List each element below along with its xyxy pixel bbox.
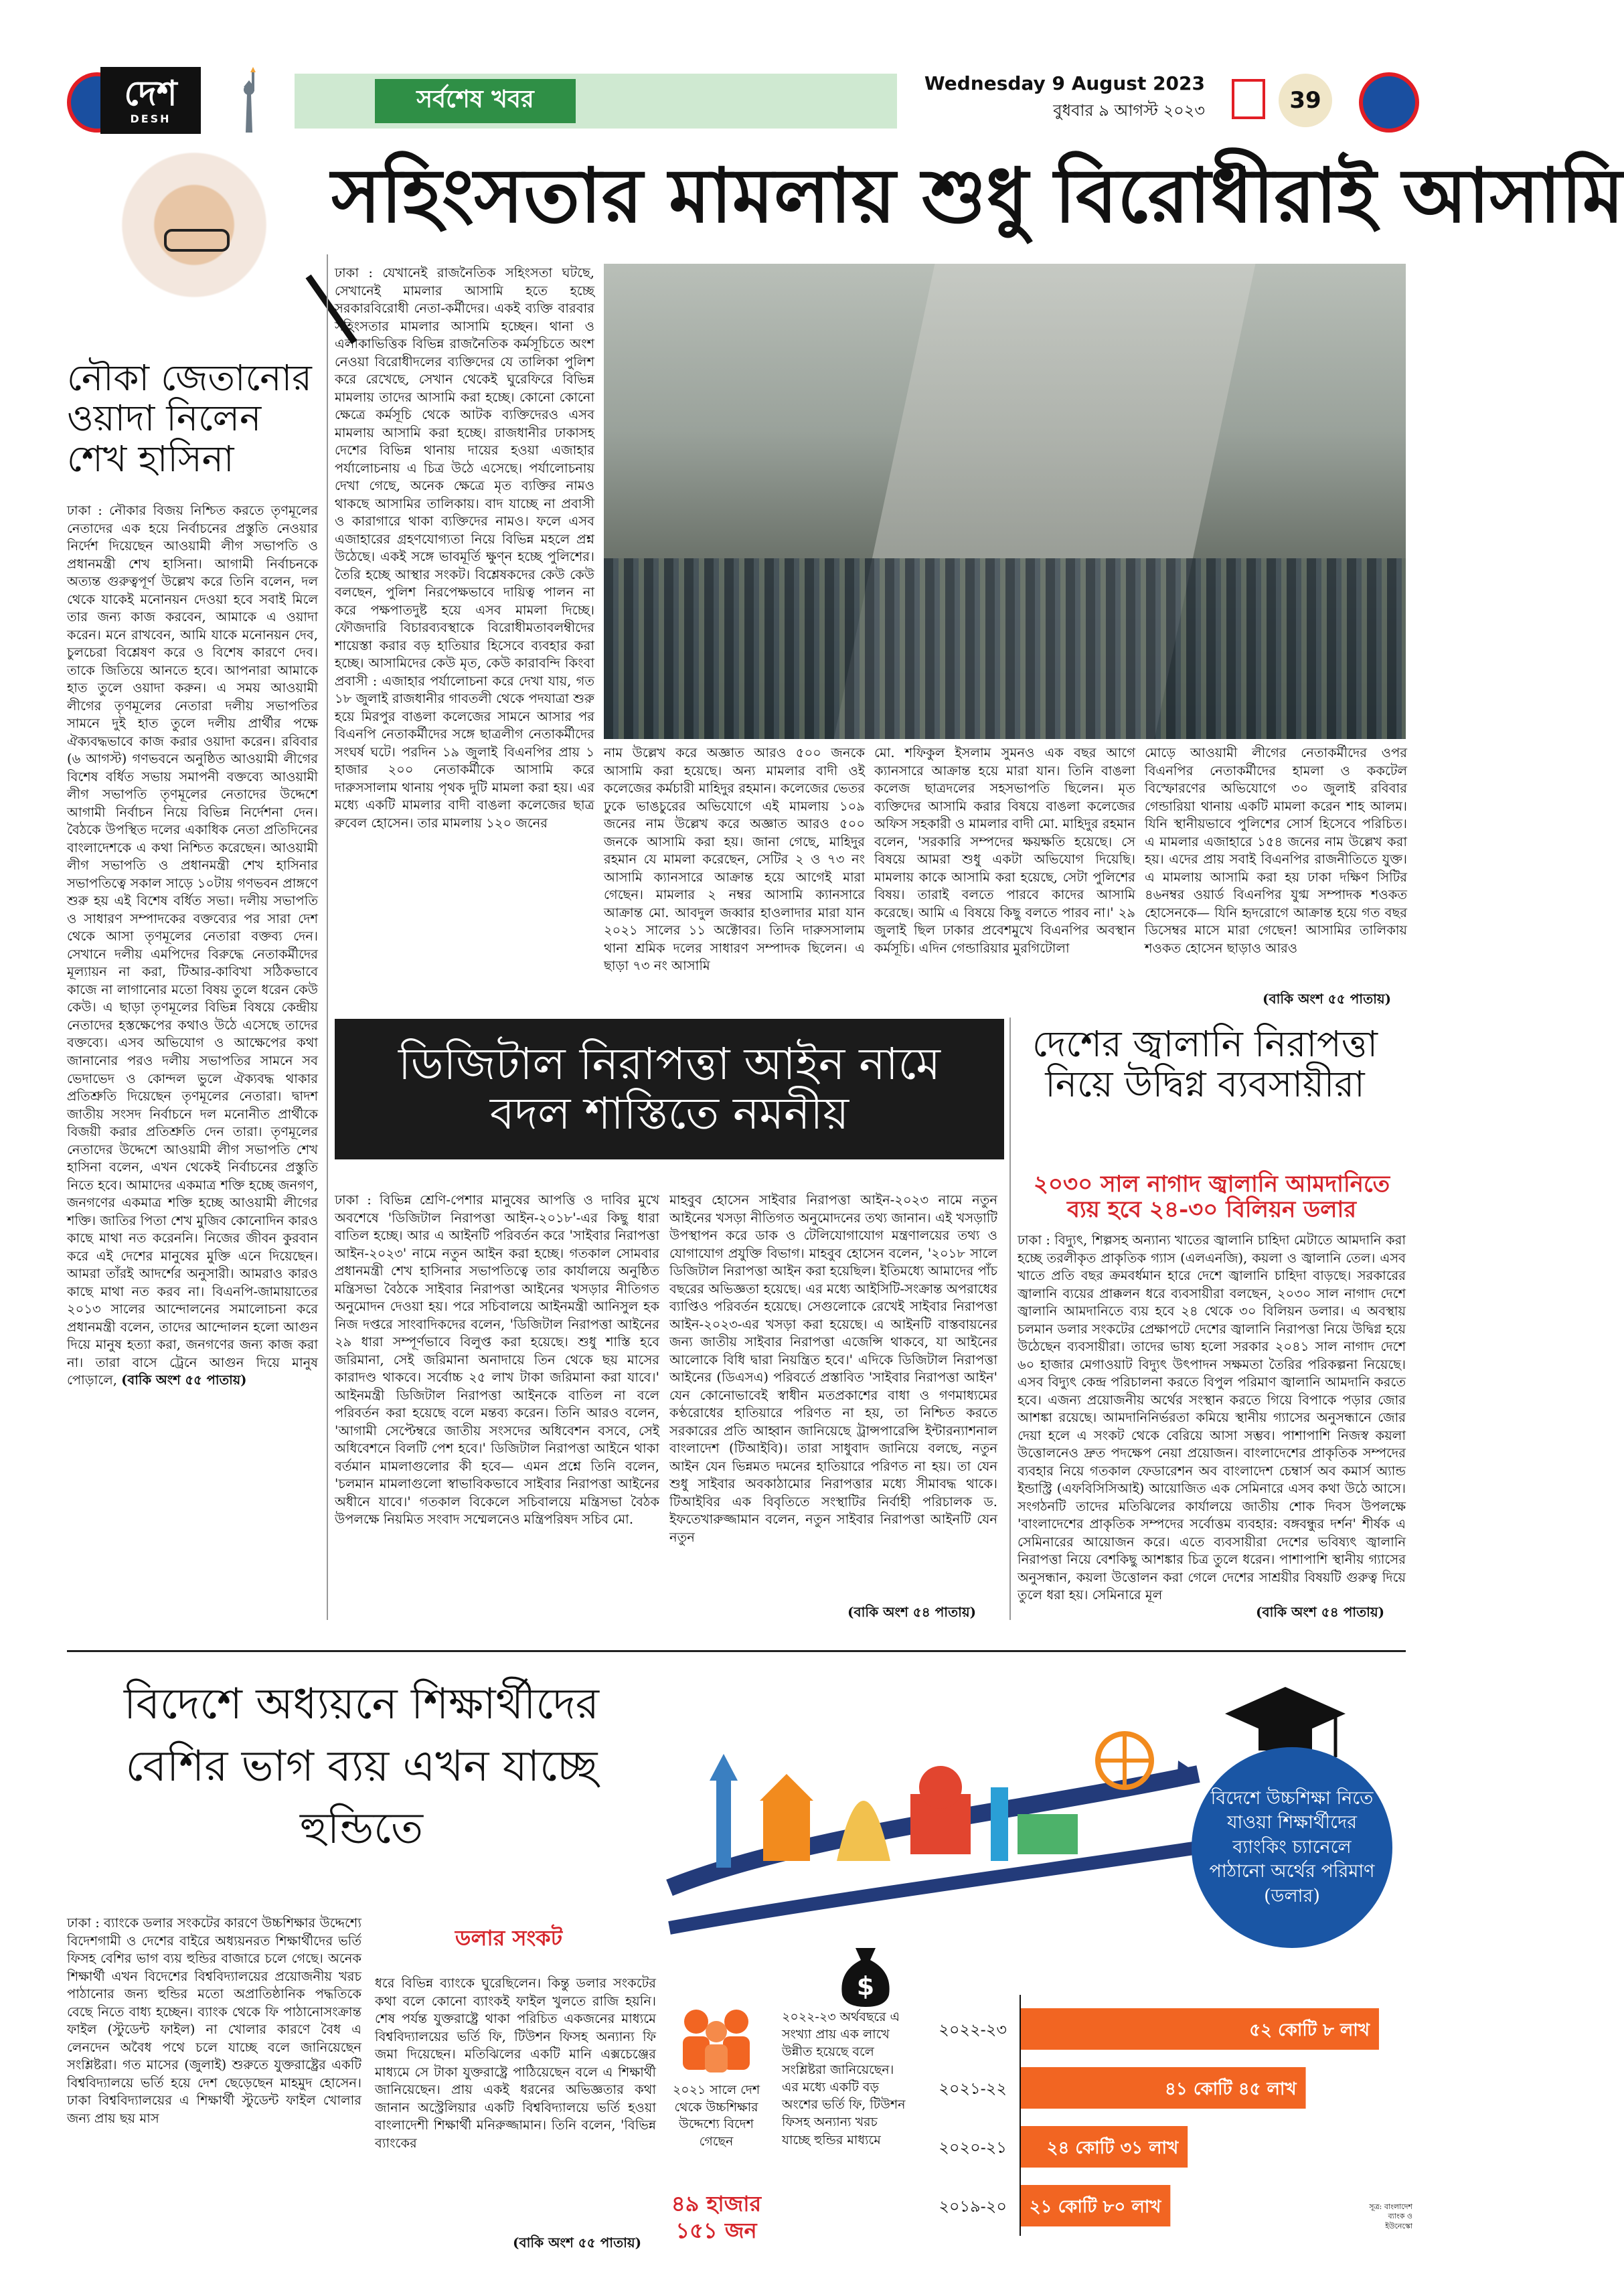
study-col1	[67, 1915, 361, 2249]
main-headline: সহিংসতার মামলায় শুধু বিরোধীরাই আসামি	[331, 152, 1624, 240]
infographic-source: সূত্র: বাংলাদেশ ব্যাংক ও ইউনেস্কো	[1369, 2202, 1412, 2230]
bar-value-label: ২৪ কোটি ৩১ লাখ	[1046, 2138, 1179, 2158]
energy-body	[1018, 1232, 1406, 1620]
dsa-continued[interactable]: (বাকি অংশ ৫৪ পাতায়)	[843, 1603, 976, 1625]
study-continued[interactable]: (বাকি অংশ ৫৫ পাতায়)	[509, 2233, 641, 2255]
dsa-headline-box	[335, 1019, 1004, 1159]
clash-photo	[604, 264, 1406, 739]
students-icon	[673, 2002, 760, 2075]
study-col2	[375, 1975, 656, 2249]
bar-year-label: ২০২১-২২	[939, 2079, 1007, 2098]
main-col1-text: ঢাকা : যেখানেই রাজনৈতিক সহিংসতা ঘটছে, সেখানেই মামলার আসামি হতে হচ্ছে সরকারবিরোধী নেতা-কর্মীদের। একই ব্যক্তি বারবার সহিংসতার মামলার আসামি হচ্ছেন। থানা ও এলাকাভিত্তিক বিভিন্ন রাজনৈতিক কর্মসূচিতে অংশ নেওয়া বিরোধীদলের ব্যক্তিদের যে তালিকা পুলিশ করে রেখেছে, সেখান থেকেই ঘুরেফিরে বিভিন্ন মামলায় তাদের আসামি করা হচ্ছে। কোনো কোনো ক্ষেত্রে কর্মসূচি থেকে আটক ব্যক্তিদেরও এসব মামলায় আসামি করা হচ্ছে। রাজধানীর ঢাকাসহ দেশের বিভিন্ন থানায় দায়ের হওয়া এজাহার পর্যালোচনায় এ চিত্র উঠে এসেছে। পর্যালোচনায় দেখা গেছে, অনেক ক্ষেত্রে মৃত ব্যক্তির নামও থাকছে আসামির তালিকায়। বাদ যাচ্ছে না প্রবাসী ও কারাগারে থাকা ব্যক্তিদের নামও। ফলে এসব এজাহারের গ্রহণযোগ্যতা নিয়ে বিভিন্ন মহলে প্রশ্ন উঠেছে। একই সঙ্গে ভাবমূর্তি ক্ষুণ্ন হচ্ছে পুলিশের। তৈরি হচ্ছে আস্থার সংকট। বিশ্লেষকদের কেউ কেউ বলছেন, পুলিশ নিরপেক্ষভাবে দায়িত্ব পালন না করে পক্ষপাতদুষ্ট হয়ে এসব মামলা দিচ্ছে। ফৌজদারি বিচারব্যবস্থাকে বিরোধীমতাবলম্বীদের শায়েস্তা করার বড় হাতিয়ার হিসেবে ব্যবহার করা হচ্ছে। আসামিদের কেউ মৃত, কেউ কারাবন্দি কিংবা প্রবাসী : এজাহার পর্যালোচনা করে দেখা যায়, গত ১৮ জুলাই রাজধানীর গাবতলী থেকে পদযাত্রা শুরু হয়ে মিরপুর বাঙলা কলেজের সামনে আসার পর বিএনপি নেতাকর্মীদের সঙ্গে ছাত্রলীগ নেতাকর্মীদের সংঘর্ষ ঘটে। পরদিন ১৯ জুলাই বিএনপির প্রায় ১ হাজার ২০০ নেতাকর্মীকে আসামি করে দারুসসালাম থানায় পৃথক দুটি মামলা করা হয়। এর মধ্যে একটি মামলার বাদী বাঙলা কলেজের ছাত্র রুবেল হোসেন। তার মামলায় ১২০ জনের	[335, 265, 594, 831]
study-headline: বিদেশে অধ্যয়নে শিক্ষার্থীদের বেশির ভাগ ব্যয় এখন যাচ্ছে হুন্ডিতে	[124, 1680, 599, 1854]
page-number: 39	[1279, 74, 1332, 127]
bar-year-label: ২০২০-২১	[939, 2138, 1007, 2157]
dsa-col2-text: মাহবুব হোসেন সাইবার নিরাপত্তা আইন-২০২৩ নামে নতুন আইনের খসড়া নীতিগত অনুমোদনের তথ্য জানান। এই খসড়াটি উপস্থাপন করে ডাক ও টেলিযোগাযোগ মন্ত্রণালয়ের তথ্য ও যোগাযোগ প্রযুক্তি বিভাগ। মাহবুব হোসেন বলেন, '২০১৮ সালে ডিজিটাল নিরাপত্তা আইন করা হয়েছিল। ইতিমধ্যে আমাদের পাঁচ বছরের অভিজ্ঞতা হয়েছে। এর মধ্যে আইসিটি-সংক্রান্ত অপরাধের ব্যাপ্তিও পরিবর্তন হয়েছে। সেগুলোকে রেখেই সাইবার নিরাপত্তা আইন-২০২৩-এর খসড়া করা হয়েছে। এ আইনটি বাস্তবায়নের জন্য জাতীয় সাইবার নিরাপত্তা এজেন্সি থাকবে, যা আইনের আলোকে বিধি দ্বারা নিয়ন্ত্রিত হবে।' এদিকে ডিজিটাল নিরাপত্তা আইনের (ডিএসএ) পরিবর্তে প্রস্তাবিত 'সাইবার নিরাপত্তা আইন' যেন কোনোভাবেই স্বাধীন মতপ্রকাশের বাধা ও গণমাধ্যমের কণ্ঠরোধের হাতিয়ারে পরিণত না হয়, তা নিশ্চিত করতে সরকারের প্রতি আহ্বান জানিয়েছে ট্রান্সপারেন্সি ইন্টারন্যাশনাল বাংলাদেশ (টিআইবি)। তারা সাধুবাদ জানিয়ে বলছে, নতুন আইন যেন ভিন্নমত দমনের হাতিয়ারে পরিণত না হয়। তা যেন শুধু সাইবার অবকাঠামোর নিরাপত্তার মধ্যে সীমাবদ্ধ থাকে। টিআইবির এক বিবৃতিতে সংস্থাটির নির্বাহী পরিচালক ড. ইফতেখারুজ্জামান বলেন, নতুন সাইবার নিরাপত্তা আইনটি যেন নতুন	[669, 1192, 997, 1545]
dollar-crisis-label: ডলার সংকট	[455, 1925, 563, 1951]
main-col-b-text: মো. শফিকুল ইসলাম সুমনও এক বছর আগে ক্যানসারে আক্রান্ত হয়ে মারা যান। তিনি বাঙলা কলেজ ছাত্রদলের সহসভাপতি ছিলেন। মৃত ব্যক্তিদের আসামি করার বিষয়ে বাঙলা কলেজের অফিস সহকারী ও মামলার বাদী মো. মাহিদুর রহমান বলেন, 'সরকারি সম্পদের ক্ষয়ক্ষতি হয়েছে। সে বিষয়ে আমরা শুধু একটা অভিযোগ দিয়েছি। মামলায় কাকে আসামি করা হয়েছে, সেটা পুলিশের বিষয়। তারাই বলতে পারবে কাদের আসামি করেছে। আমি এ বিষয়ে কিছু বলতে পারব না।' ২৯ জুলাই ছিল ঢাকার প্রবেশমুখে বিএনপির অবস্থান কর্মসূচি। এদিন গেন্ডারিয়ার মুরগিটোলা	[874, 745, 1135, 956]
bar-year-label: ২০১৯-২০	[939, 2197, 1007, 2216]
logo-subtext: DESH	[130, 112, 171, 125]
energy-headline: দেশের জ্বালানি নিরাপত্তা নিয়ে উদ্বিগ্ন ব্যবসায়ীরা	[1032, 1023, 1378, 1106]
main-story-col-a	[604, 744, 865, 1007]
masthead	[0, 0, 1473, 134]
main-story-col1	[335, 264, 594, 1007]
section-label[interactable]: সর্বশেষ খবর	[375, 79, 576, 123]
sheikh-hasina-photo	[67, 149, 321, 349]
dsa-col1-text: ঢাকা : বিভিন্ন শ্রেণি-পেশার মানুষের আপত্তি ও দাবির মুখে অবশেষে 'ডিজিটাল নিরাপত্তা আইন-২০১৮'-এর কিছু ধারা বাতিল হচ্ছে। আর এ আইনটি পরিবর্তন করে 'সাইবার নিরাপত্তা আইন-২০২৩' নামে নতুন আইন করা হচ্ছে। গতকাল সোমবার প্রধানমন্ত্রী শেখ হাসিনার সভাপতিত্বে তার কার্যালয়ে অনুষ্ঠিত মন্ত্রিসভা বৈঠকে সাইবার নিরাপত্তা আইনের খসড়ার নীতিগত অনুমোদন দেওয়া হয়। পরে সচিবালয়ে আইনমন্ত্রী আনিসুল হক নিজ দপ্তরে সাংবাদিকদের বলেন, 'ডিজিটাল নিরাপত্তা আইনের ২৯ ধারা সম্পূর্ণভাবে বিলুপ্ত করা হয়েছে। শুধু শাস্তি হবে জরিমানা, সেই জরিমানা অনাদায়ে তিন থেকে ছয় মাসের কারাদণ্ড থাকবে। সর্বোচ্চ ২৫ লাখ টাকা জরিমানা করা যাবে।' আইনমন্ত্রী ডিজিটাল নিরাপত্তা আইনকে বাতিল না বলে পরিবর্তন করা হয়েছে বলে মন্তব্য করেন। তিনি আরও বলেন, 'আগামী সেপ্টেম্বরে জাতীয় সংসদের অধিবেশন বসবে, সেই অধিবেশনে বিলটি পেশ হবে।' ডিজিটাল নিরাপত্তা আইনে থাকা বর্তমান মামলাগুলোর কী হবে— এমন প্রশ্নে তিনি বলেন, 'চলমান মামলাগুলো স্বাভাবিকভাবে সাইবার নিরাপত্তা আইনের অধীনে যাবে।' গতকাল বিকেলে সচিবালয়ে মন্ত্রিসভা বৈঠক উপলক্ষে নিয়মিত সংবাদ সম্মেলনেও মন্ত্রিপরিষদ সচিব মো.	[335, 1192, 659, 1528]
section-divider	[67, 1650, 1406, 1652]
bar-value-label: ২১ কোটি ৮০ লাখ	[1029, 2197, 1161, 2217]
stat1-text: ২০২১ সালে দেশ থেকে উচ্চশিক্ষার উদ্দেশ্যে বিদেশ গেছেন	[672, 2083, 760, 2149]
statue-of-liberty-icon	[209, 67, 289, 134]
dsa-headline-line2: বদল শাস্তিতে নমনীয়	[489, 1088, 849, 1139]
energy-continued[interactable]: (বাকি অংশ ৫৪ পাতায়)	[1252, 1603, 1384, 1625]
study-col1-text: ঢাকা : ব্যাংকে ডলার সংকটের কারণে উচ্চশিক্ষার উদ্দেশ্যে বিদেশগামী ও দেশের বাইরে অধ্যয়নরত শিক্ষার্থীদের ভর্তি ফিসহ বেশির ভাগ ব্যয় হুন্ডির বাজারে চলে গেছে। অনেক শিক্ষার্থী এখন বিদেশের বিশ্ববিদ্যালয়ের প্রয়োজনীয় খরচ পাঠানোর জন্য হুন্ডির মতো অপ্রাতিষ্ঠানিক পদ্ধতিকে বেছে নিতে বাধ্য হচ্ছেন। ব্যাংক থেকে ফি পাঠানোসংক্রান্ত ফাইল (স্টুডেন্ট ফাইল) না খোলার কারণে বৈধ এ লেনদেন অবৈধ পথে চলে যাচ্ছে বলে জানিয়েছেন সংশ্লিষ্টরা। গত মাসের (জুলাই) শুরুতে যুক্তরাষ্ট্রের একটি বিশ্ববিদ্যালয়ে ভর্তি হয়ে দেশ ছেড়েছেন মাহমুদ হোসেন। ঢাকা বিশ্ববিদ্যালয়ের এ শিক্ষার্থী স্টুডেন্ট ফাইল খোলার জন্য প্রায় ছয় মাস	[67, 1915, 361, 2126]
bar-value-label: ৪১ কোটি ৪৫ লাখ	[1165, 2079, 1297, 2099]
infographic-title-text: বিদেশে উচ্চশিক্ষা নিতে যাওয়া শিক্ষার্থীদের ব্যাংকিং চ্যানেলে পাঠানো অর্থের পরিমাণ (ডলার)	[1209, 1787, 1375, 1906]
hasina-headline: নৌকা জেতানোর ওয়াদা নিলেন শেখ হাসিনা	[67, 357, 312, 480]
energy-body-text: ঢাকা : বিদ্যুৎ, শিল্পসহ অন্যান্য খাতের জ্বালানি চাহিদা মেটাতে আমদানি করা হচ্ছে তরলীকৃত প্রাকৃতিক গ্যাস (এলএনজি), কয়লা ও জ্বালানি তেল। এসব খাতে প্রতি বছর ক্রমবর্ধমান হারে দেশে জ্বালানি চাহিদা বাড়ছে। সরকারের জ্বালানি ব্যয়ের প্রাক্কলন ধরে ব্যবসায়ীরা বলছেন, ২০৩০ সাল নাগাদ দেশে জ্বালানি আমদানিতে ব্যয় হবে ২৪ থেকে ৩০ বিলিয়ন ডলার। এ অবস্থায় চলমান ডলার সংকটের প্রেক্ষাপটে দেশের জ্বালানি নিরাপত্তা নিয়ে উদ্বিগ্ন হয়ে উঠেছেন ব্যবসায়ীরা। তাদের ভাষ্য হলো সরকার ২০৪১ সাল নাগাদ দেশে ৬০ হাজার মেগাওয়াট বিদ্যুৎ উৎপাদন সক্ষমতা তৈরির পরিকল্পনা নিয়েছে। এসব বিদ্যুৎ কেন্দ্র পরিচালনা করতে বিপুল পরিমাণ জ্বালানি আমদানি করতে হবে। এজন্য প্রয়োজনীয় অর্থের সংস্থান করতে গিয়ে বিপাকে পড়ার জোর আশঙ্কা রয়েছে। আমদানিনির্ভরতা কমিয়ে স্থানীয় গ্যাসের অনুসন্ধানে জোর দেয়া হলে এ সংকট থেকে বেরিয়ে আসা সম্ভব। পাশাপাশি নিজস্ব কয়লা উত্তোলনেও দ্রুত পদক্ষেপ নেয়া প্রয়োজন। বাংলাদেশের প্রাকৃতিক সম্পদের ব্যবহার নিয়ে গতকাল ফেডারেশন অব বাংলাদেশ চেম্বার্স অব কমার্স অ্যান্ড ইন্ডাস্ট্রি (এফবিসিসিআই) আয়োজিত এক সেমিনারে এসব কথা উঠে আসে। সংগঠনটি তাদের মতিঝিলের কার্যালয়ে জাতীয় শোক দিবস উপলক্ষে 'বাংলাদেশের প্রাকৃতিক সম্পদের সর্বোত্তম ব্যবহার: বঙ্গবন্ধুর দর্শন' শীর্ষক এ সেমিনারের আয়োজন করে। এতে ব্যবসায়ীরা দেশের ভবিষ্যৎ জ্বালানি নিরাপত্তা নিয়ে বেশকিছু আশঙ্কার চিত্র তুলে ধরেন। পাশাপাশি স্থানীয় গ্যাসের অনুসন্ধান, কয়লা উত্তোলন করা গেলে দেশের সাশ্রয়ীর বিষয়টি গুরুত্ব দিয়ে তুলে ধরা হয়। সেমিনারে মূল	[1018, 1232, 1406, 1603]
date-english: Wednesday 9 August 2023	[924, 72, 1205, 94]
dsa-col1	[335, 1192, 659, 1620]
brand-disc-right	[1359, 72, 1419, 133]
study-col2-text: ধরে বিভিন্ন ব্যাংকে ঘুরেছিলেন। কিন্তু ডলার সংকটের কথা বলে কোনো ব্যাংকই ফাইল খুলতে রাজি হয়নি। শেষ পর্যন্ত যুক্তরাষ্ট্রে থাকা পরিচিত একজনের মাধ্যমে বিশ্ববিদ্যালয়ের ভর্তি ফি, টিউশন ফিসহ অন্যান্য ফি জমা দিয়েছেন। মতিঝিলের একটি মানি এক্সচেঞ্জের মাধ্যমে সে টাকা যুক্তরাষ্ট্রে পাঠিয়েছেন বলে এ শিক্ষার্থী জানিয়েছেন। প্রায় একই ধরনের অভিজ্ঞতার কথা জানান অস্ট্রেলিয়ার একটি বিশ্ববিদ্যালয়ে ভর্তি হওয়া বাংলাদেশী শিক্ষার্থী মনিরুজ্জামান। তিনি বলেন, 'বিভিন্ন ব্যাংকের	[375, 1975, 656, 2151]
stat1-value: ৪৯ হাজার ১৫১ জন	[671, 2191, 762, 2243]
column-rule	[1009, 1018, 1011, 1620]
stat2-text: ২০২২-২৩ অর্থবছরে এ সংখ্যা প্রায় এক লাখে উন্নীত হয়েছে বলে সংশ্লিষ্টরা জানিয়েছেন। এর মধ্যে একটি বড় অংশের ভর্তি ফি, টিউশন ফিসহ অন্যান্য খরচ যাচ্ছে হুন্ডির মাধ্যমে	[782, 2010, 906, 2147]
photo-police-crowd	[604, 558, 1406, 739]
hasina-continued[interactable]: (বাকি অংশ ৫৫ পাতায়)	[121, 1372, 247, 1388]
date-bangla: বুধবার ৯ আগস্ট ২০২৩	[1053, 101, 1205, 120]
main-continued[interactable]: (বাকি অংশ ৫৫ পাতায়)	[1258, 989, 1391, 1011]
dsa-col2	[669, 1192, 997, 1620]
newspaper-logo[interactable]	[100, 67, 201, 134]
svg-text:$: $	[856, 1971, 875, 2001]
money-bag-icon	[835, 1941, 896, 2008]
page-marker-icon	[1232, 79, 1265, 119]
energy-subhead: ২০৩০ সাল নাগাদ জ্বালানি আমদানিতে ব্যয় হবে ২৪-৩০ বিলিয়ন ডলার	[1033, 1171, 1390, 1224]
dateline	[924, 72, 1205, 125]
main-story-col-c	[1145, 744, 1407, 1007]
bar-year-label: ২০২২-২৩	[939, 2020, 1007, 2039]
dsa-headline-line1: ডিজিটাল নিরাপত্তা আইন নামে	[398, 1038, 941, 1090]
logo-text: দেশ	[124, 74, 177, 114]
main-col-c-text: মোড়ে আওয়ামী লীগের নেতাকর্মীদের ওপর বিএনপির নেতাকর্মীদের হামলা ও ককটেল বিস্ফোরণের অভিযোগে ৩০ জুলাই রবিবার গেন্ডারিয়া থানায় একটি মামলা করেন শাহ আলম। যিনি স্থানীয়ভাবে পুলিশের সোর্স হিসেবে পরিচিত। এ মামলার এজাহারে ১৫৪ জনের নাম উল্লেখ করা হয়। এদের প্রায় সবাই বিএনপির রাজনীতিতে যুক্ত। এ মামলায় আসামি করা হয় ঢাকা দক্ষিণ সিটির ৪৬নম্বর ওয়ার্ড বিএনপির যুগ্ম সম্পাদক শওকত হোসেনকে— যিনি হৃদরোগে আক্রান্ত হয়ে গত বছর ডিসেম্বর মাসে মারা গেছেন! আসামির তালিকায় শওকত হোসেন ছাড়াও আরও	[1145, 745, 1407, 956]
bar-chart	[910, 1995, 1406, 2236]
hasina-body	[67, 502, 318, 1613]
glasses-shape	[164, 229, 230, 252]
main-col-a-text: নাম উল্লেখ করে অজ্ঞাত আরও ৫০০ জনকে আসামি করা হয়েছে। অন্য মামলার বাদী ওই কলেজের কর্মচারী মাহিদুর রহমান। কলেজের ভেতর ঢুকে ভাঙচুরের অভিযোগে এই মামলায় ১০৯ জনের নাম উল্লেখ করে অজ্ঞাত আরও ৫০০ জনকে আসামি করা হয়। জানা গেছে, মাহিদুর রহমান যে মামলা করেছেন, সেটির ২ ও ৭৩ নং আসামি ক্যানসারে আক্রান্ত হয়ে আগেই মারা গেছেন। মামলার ২ নম্বর আসামি ক্যানসারে আক্রান্ত মো. আবদুল জব্বার হাওলাদার মারা যান ২০২১ সালের ১১ অক্টোবর। তিনি দারুসসালাম থানা শ্রমিক দলের সাধারণ সম্পাদক ছিলেন। এ ছাড়া ৭৩ নং আসামি	[604, 745, 865, 974]
hasina-body-text: ঢাকা : নৌকার বিজয় নিশ্চিত করতে তৃণমূলের নেতাদের এক হয়ে নির্বাচনের প্রস্তুতি নেওয়ার নির্দেশ দিয়েছেন আওয়ামী লীগ সভাপতি ও প্রধানমন্ত্রী শেখ হাসিনা। আগামী নির্বাচনকে অত্যন্ত গুরুত্বপূর্ণ উল্লেখ করে তিনি বলেন, দল থেকে যাকেই মনোনয়ন দেওয়া হবে সবাই মিলে তার জন্য কাজ করবেন, আমাকে এ ওয়াদা করেন। মনে রাখবেন, আমি যাকে মনোনয়ন দেব, চুলচেরা বিশ্লেষণ করে ও বিশেষ কারণে দেব। তাকে জিতিয়ে আনতে হবে। আপনারা আমাকে হাত তুলে ওয়াদা করুন। এ সময় আওয়ামী লীগের তৃণমূলের নেতারা দলীয় সভাপতির সামনে দুই হাত তুলে দলীয় প্রার্থীর পক্ষে ঐক্যবদ্ধভাবে কাজ করার ওয়াদা করেন। রবিবার (৬ আগস্ট) গণভবনে অনুষ্ঠিত আওয়ামী লীগের বিশেষ বর্ধিত সভায় সমাপনী বক্তব্যে আওয়ামী লীগ সভাপতি তৃণমূলের নেতাদের উদ্দেশে আগামী নির্বাচন নিয়ে বিভিন্ন নির্দেশনা দেন। বৈঠকে উপস্থিত দলের একাধিক নেতা প্রতিদিনের বাংলাদেশকে এ কথা নিশ্চিত করেছেন। আওয়ামী লীগ সভাপতি ও প্রধানমন্ত্রী শেখ হাসিনার সভাপতিত্বে সকাল সাড়ে ১০টায় গণভবন প্রাঙ্গণে শুরু হয় এই বিশেষ বর্ধিত সভা। দলীয় সভাপতি ও সাধারণ সম্পাদকের বক্তব্যের পর সারা দেশ থেকে আসা তৃণমূলের নেতারা বক্তব্য দেন। সেখানে দলীয় এমপিদের বিরুদ্ধে নেতাকর্মীদের মূল্যায়ন না করা, টিআর-কাবিখা সঠিকভাবে কাজে না লাগানোর মতো বিষয় তুলে ধরেন কেউ কেউ। এ ছাড়া তৃণমূলের বিভিন্ন বিষয়ে কেন্দ্রীয় নেতাদের হস্তক্ষেপের কথাও উঠে এসেছে তাদের বক্তব্যে। এসব অভিযোগ ও আক্ষেপের কথা জানানোর পরও দলীয় সভাপতির সামনে সব ভেদাভেদ ও কোন্দল ভুলে ঐক্যবদ্ধ থাকার প্রতিশ্রুতি দিয়েছেন তৃণমূলের নেতারা। দ্বাদশ জাতীয় সংসদ নির্বাচনে দল মনোনীত প্রার্থীকে বিজয়ী করার প্রতিশ্রুতি দেন তারা। তৃণমূলের নেতাদের উদ্দেশে আওয়ামী লীগ সভাপতি শেখ হাসিনা বলেন, এখন থেকেই নির্বাচনের প্রস্তুতি নিতে হবে। আমাদের একমাত্র শক্তি হচ্ছে জনগণ, জনগণের একমাত্র শক্তি হচ্ছে আওয়ামী লীগের শক্তি। জাতির পিতা শেখ মুজিব কোনোদিন কারও কাছে মাথা নত করেননি। নিজের জীবন কুরবান করে এই দেশের মানুষের মুক্তি এনে দিয়েছেন। আমরা তাঁরই আদর্শের অনুসারী। আমরাও কারও কাছে মাথা নত করব না। বিএনপি-জামায়াতের ২০১৩ সালের আন্দোলনের সমালোচনা করে প্রধানমন্ত্রী বলেন, তাদের আন্দোলন হলো আগুন দিয়ে মানুষ হত্যা করা, জনগণের জন্য কাজ করা না। তারা বাসে ট্রেনে আগুন দিয়ে মানুষ পোড়ালে,	[67, 503, 318, 1388]
bar-value-label: ৫২ কোটি ৮ লাখ	[1249, 2020, 1370, 2040]
main-story-col-b	[874, 744, 1135, 1007]
infographic-title	[1192, 1747, 1392, 1948]
landmarks-illustration	[669, 1700, 1198, 1948]
column-rule	[327, 254, 328, 1620]
